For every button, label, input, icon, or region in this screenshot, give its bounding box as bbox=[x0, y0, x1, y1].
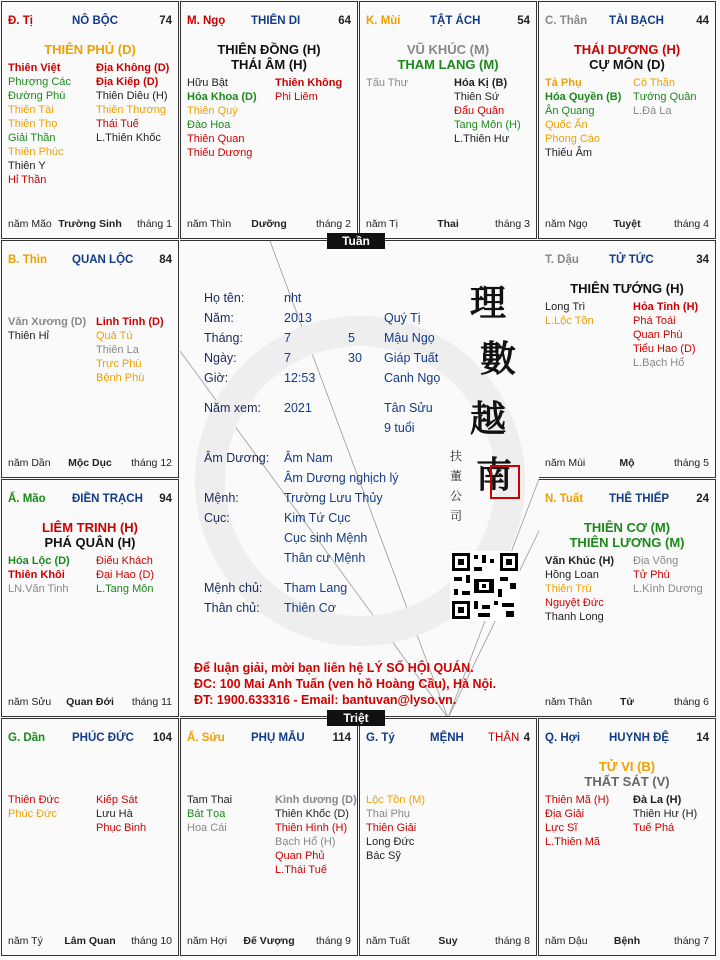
palace-age: 4 bbox=[523, 732, 530, 744]
minor-star: Tam Thai bbox=[187, 794, 233, 806]
palace-footer bbox=[366, 218, 530, 232]
value-than-cu: Thân cư Mệnh bbox=[284, 551, 366, 565]
palace-name: PHÚC ĐỨC bbox=[72, 732, 134, 744]
red-seal-icon bbox=[490, 465, 520, 499]
minor-star: L.Thiên Khốc bbox=[96, 132, 161, 144]
minor-stars-left bbox=[187, 76, 257, 160]
minor-star: Thiên Việt bbox=[8, 62, 61, 74]
minor-stars-left bbox=[545, 76, 621, 160]
palace-age: 104 bbox=[152, 732, 172, 744]
palace-ti bbox=[1, 1, 179, 239]
minor-star: Thiên Sứ bbox=[454, 91, 500, 103]
value-am-duong-ly: Âm Dương nghịch lý bbox=[284, 471, 399, 485]
minor-star: Đường Phù bbox=[8, 90, 66, 102]
palace-branch: M. Ngọ bbox=[187, 15, 226, 27]
minor-star: Thiên Đức bbox=[8, 794, 60, 806]
palace-footer bbox=[8, 935, 172, 949]
palace-stage: Đế Vượng bbox=[243, 935, 295, 947]
main-star: LIÊM TRINH (H) bbox=[41, 520, 139, 535]
palace-age: 24 bbox=[696, 493, 709, 505]
minor-star: Hóa Khoa (D) bbox=[187, 91, 257, 103]
palace-header bbox=[545, 15, 709, 31]
minor-stars-left bbox=[545, 793, 609, 849]
palace-header bbox=[545, 254, 709, 270]
minor-star: Thiên Thương bbox=[96, 104, 167, 116]
label-ngay: Ngày: bbox=[204, 351, 237, 365]
minor-star: L.Tang Môn bbox=[96, 583, 154, 595]
palace-name: THIÊN DI bbox=[251, 15, 301, 27]
palace-year: năm Dần bbox=[8, 457, 51, 469]
small-script-char: 扶 bbox=[450, 449, 463, 463]
label-menh-chu: Mệnh chủ: bbox=[204, 581, 263, 595]
label-than-chu: Thân chủ: bbox=[204, 601, 260, 615]
palace-age: 94 bbox=[159, 493, 172, 505]
minor-stars-left bbox=[545, 554, 614, 624]
palace-header bbox=[8, 493, 172, 509]
minor-star: Thiên Thọ bbox=[8, 118, 58, 130]
minor-star: Hỏa Tinh (H) bbox=[633, 301, 699, 313]
main-star: PHÁ QUÂN (H) bbox=[44, 535, 136, 550]
minor-star: L.Thái Tuế bbox=[275, 864, 327, 876]
minor-star: Nguyệt Đức bbox=[545, 597, 604, 609]
minor-star: Đẩu Quân bbox=[454, 105, 505, 117]
palace-stage: Suy bbox=[438, 935, 458, 947]
tuan-marker: Tuần bbox=[327, 233, 385, 249]
minor-stars-right bbox=[633, 76, 697, 118]
minor-star: Hóa Lộc (D) bbox=[8, 555, 70, 567]
palace-year: năm Tý bbox=[8, 935, 43, 947]
palace-header bbox=[366, 15, 530, 31]
minor-star: Hữu Bật bbox=[187, 77, 228, 89]
palace-branch: T. Dậu bbox=[545, 254, 579, 266]
minor-star: Tang Môn (H) bbox=[454, 119, 521, 131]
palace-month: tháng 7 bbox=[673, 935, 709, 947]
palace-stage: Tuyệt bbox=[613, 218, 641, 230]
minor-star: Quả Tú bbox=[96, 330, 133, 342]
palace-footer bbox=[545, 218, 709, 232]
palace-branch: G. Tý bbox=[366, 732, 395, 744]
minor-star: Bệnh Phù bbox=[96, 372, 145, 384]
minor-star: Lộc Tồn (M) bbox=[366, 794, 426, 806]
value-gio: 12:53 bbox=[284, 371, 316, 385]
palace-name: TÀI BẠCH bbox=[609, 15, 664, 27]
minor-star: Tả Phụ bbox=[545, 77, 582, 89]
palace-stage: Quan Đới bbox=[66, 696, 114, 708]
label-gio: Giờ: bbox=[204, 371, 229, 385]
palace-year: năm Mão bbox=[8, 218, 52, 230]
minor-star: Cô Thần bbox=[633, 77, 675, 89]
palace-branch: N. Tuất bbox=[545, 493, 584, 505]
minor-star: Long Đức bbox=[366, 836, 415, 848]
minor-star: Thiên Hư (H) bbox=[633, 808, 698, 820]
minor-star: Thiên Hỉ bbox=[8, 330, 49, 342]
value-menh-chu: Tham Lang bbox=[284, 581, 348, 595]
palace-mao bbox=[1, 479, 179, 717]
minor-star: Kiếp Sát bbox=[96, 794, 138, 806]
minor-star: Thiên Diêu (H) bbox=[96, 90, 168, 102]
minor-star: Hóa Kị (B) bbox=[454, 77, 508, 89]
minor-star: Thiên Trù bbox=[545, 583, 592, 595]
value-ho-ten: nht bbox=[284, 291, 302, 305]
palace-year: năm Dậu bbox=[545, 935, 588, 947]
palace-footer bbox=[545, 457, 709, 471]
palace-name: THÊ THIẾP bbox=[609, 493, 670, 505]
minor-star: Bác Sỹ bbox=[366, 850, 401, 862]
minor-star: Thanh Long bbox=[545, 611, 604, 623]
palace-age: 14 bbox=[696, 732, 709, 744]
main-star: THAM LANG (M) bbox=[397, 57, 499, 72]
minor-star: Trực Phù bbox=[96, 358, 142, 370]
calligraphy-char-2: 數 bbox=[480, 338, 517, 380]
minor-star: Thiên Không bbox=[275, 77, 343, 89]
palace-month: tháng 1 bbox=[136, 218, 172, 230]
minor-star: Phi Liêm bbox=[275, 91, 318, 103]
minor-star: Thiên Mã (H) bbox=[545, 794, 610, 806]
palace-ty bbox=[359, 718, 537, 956]
minor-stars-left bbox=[366, 793, 425, 863]
minor-star: Thiếu Âm bbox=[545, 147, 593, 159]
minor-stars-left bbox=[187, 793, 232, 835]
palace-thin bbox=[1, 240, 179, 478]
minor-star: Phục Binh bbox=[96, 822, 147, 834]
palace-stage: Bệnh bbox=[613, 935, 641, 947]
palace-header bbox=[8, 732, 172, 748]
palace-month: tháng 6 bbox=[673, 696, 709, 708]
minor-star: Đà La (H) bbox=[633, 794, 682, 806]
minor-star: Địa Giải bbox=[545, 808, 585, 820]
palace-age: 114 bbox=[332, 732, 351, 744]
main-star: TỬ VI (B) bbox=[598, 759, 656, 774]
palace-than bbox=[538, 1, 716, 239]
main-star: THIÊN PHỦ (D) bbox=[44, 42, 136, 57]
minor-stars-right bbox=[275, 793, 357, 877]
minor-star: Quan Phù bbox=[633, 329, 683, 341]
value-ngay-am: 30 bbox=[348, 351, 362, 365]
value-thang-duong: 7 bbox=[284, 331, 291, 345]
contact-line-1: Để luận giải, mời bạn liên hệ LÝ SỐ HỘI QUÁN. bbox=[194, 661, 474, 675]
minor-stars-right bbox=[96, 793, 146, 835]
palace-stage: Dưỡng bbox=[251, 218, 287, 230]
palace-age: 44 bbox=[696, 15, 709, 27]
minor-star: Thiên Quan bbox=[187, 133, 245, 145]
palace-stage: Thai bbox=[437, 218, 459, 230]
main-star: THIÊN CƠ (M) bbox=[583, 520, 671, 535]
minor-star: Tử Phù bbox=[633, 569, 670, 581]
minor-star: L.Lộc Tồn bbox=[545, 315, 594, 327]
minor-star: Lực Sĩ bbox=[545, 822, 578, 834]
palace-year: năm Tuất bbox=[366, 935, 410, 947]
palace-name: QUAN LỘC bbox=[72, 254, 134, 266]
palace-header bbox=[366, 732, 530, 748]
value-thang-can: Mậu Ngọ bbox=[384, 331, 435, 345]
palace-mui bbox=[359, 1, 537, 239]
minor-star: Thái Tuế bbox=[96, 118, 139, 130]
palace-footer bbox=[8, 218, 172, 232]
small-script-char: 公 bbox=[450, 489, 463, 503]
minor-star: Hoa Cái bbox=[187, 822, 227, 834]
palace-header bbox=[8, 15, 172, 31]
than-marker: THÂN bbox=[488, 732, 520, 744]
minor-stars-right bbox=[633, 793, 697, 835]
value-nam-xem-can: Tân Sửu bbox=[384, 401, 433, 415]
minor-star: Thiên Tài bbox=[8, 104, 54, 116]
palace-month: tháng 2 bbox=[315, 218, 351, 230]
palace-branch: Q. Hợi bbox=[545, 732, 581, 744]
qr-code-icon[interactable] bbox=[450, 551, 520, 621]
minor-star: Điếu Khách bbox=[96, 555, 153, 567]
main-star: THIÊN TƯỚNG (H) bbox=[570, 281, 684, 296]
minor-stars-right bbox=[96, 554, 154, 596]
value-ngay-can: Giáp Tuất bbox=[384, 351, 439, 365]
palace-footer bbox=[545, 935, 709, 949]
minor-star: L.Đà La bbox=[633, 105, 672, 117]
minor-star: Quốc Ấn bbox=[545, 119, 588, 131]
minor-star: Thiên Quý bbox=[187, 105, 238, 117]
minor-star: Văn Xương (D) bbox=[8, 316, 87, 328]
minor-star: L.Thiên Mã bbox=[545, 836, 601, 848]
label-nam: Năm: bbox=[204, 311, 234, 325]
palace-month: tháng 5 bbox=[673, 457, 709, 469]
minor-star: L.Kình Dương bbox=[633, 583, 703, 595]
minor-stars-left bbox=[545, 300, 594, 328]
value-nam: 2013 bbox=[284, 311, 312, 325]
triet-marker: Triệt bbox=[327, 710, 385, 726]
palace-footer bbox=[187, 935, 351, 949]
main-star: THIÊN ĐỒNG (H) bbox=[217, 42, 321, 57]
minor-star: Thiên Y bbox=[8, 160, 46, 172]
minor-star: Phượng Các bbox=[8, 76, 71, 88]
minor-stars-right bbox=[96, 61, 169, 145]
palace-footer bbox=[366, 935, 530, 949]
minor-star: Thiếu Dương bbox=[187, 147, 253, 159]
palace-branch: G. Dần bbox=[8, 732, 46, 744]
palace-month: tháng 8 bbox=[494, 935, 530, 947]
palace-name: NÔ BỘC bbox=[72, 15, 118, 27]
palace-footer bbox=[545, 696, 709, 710]
minor-star: Ân Quang bbox=[545, 105, 595, 117]
small-script-char: 司 bbox=[450, 509, 463, 523]
palace-header bbox=[187, 732, 351, 748]
minor-star: L.Thiên Hư bbox=[454, 133, 510, 145]
palace-age: 34 bbox=[696, 254, 709, 266]
value-menh: Trường Lưu Thủy bbox=[284, 491, 383, 505]
main-star: THẤT SÁT (V) bbox=[584, 774, 670, 789]
palace-month: tháng 10 bbox=[131, 935, 172, 947]
minor-star: Văn Khúc (H) bbox=[545, 555, 615, 567]
minor-stars-left bbox=[8, 315, 86, 343]
palace-year: năm Thìn bbox=[187, 218, 232, 230]
value-than-chu: Thiên Cơ bbox=[284, 601, 336, 615]
label-thang: Tháng: bbox=[204, 331, 243, 345]
minor-stars-right bbox=[275, 76, 342, 104]
minor-star: Thiên Hình (H) bbox=[275, 822, 348, 834]
minor-star: Linh Tinh (D) bbox=[96, 316, 164, 328]
palace-year: năm Ngọ bbox=[545, 218, 588, 230]
value-thang-am: 5 bbox=[348, 331, 355, 345]
minor-star: Tướng Quân bbox=[633, 91, 697, 103]
minor-star: Thiên Giải bbox=[366, 822, 417, 834]
main-star: THÁI DƯƠNG (H) bbox=[573, 42, 681, 57]
label-ho-ten: Họ tên: bbox=[204, 291, 245, 305]
minor-star: Phá Toái bbox=[633, 315, 676, 327]
palace-month: tháng 11 bbox=[131, 696, 172, 708]
palace-name: MỆNH bbox=[430, 732, 464, 744]
minor-stars-left bbox=[366, 76, 408, 90]
center-info bbox=[180, 240, 539, 717]
palace-month: tháng 9 bbox=[315, 935, 351, 947]
label-menh: Mệnh: bbox=[204, 491, 239, 505]
palace-year: năm Tị bbox=[366, 218, 398, 230]
small-script-char: 董 bbox=[450, 469, 463, 483]
palace-age: 64 bbox=[338, 15, 351, 27]
palace-suu bbox=[180, 718, 358, 956]
palace-year: năm Mùi bbox=[545, 457, 586, 469]
palace-year: năm Thân bbox=[545, 696, 593, 708]
value-nam-can: Quý Tị bbox=[384, 311, 421, 325]
minor-star: Thai Phụ bbox=[366, 808, 411, 820]
value-cuc: Kim Tứ Cục bbox=[284, 511, 351, 525]
palace-footer bbox=[8, 457, 172, 471]
palace-stage: Tử bbox=[619, 696, 635, 708]
calligraphy-char-1: 理 bbox=[470, 282, 507, 324]
minor-star: Đào Hoa bbox=[187, 119, 231, 131]
minor-star: Tuế Phá bbox=[633, 822, 675, 834]
minor-stars-right bbox=[96, 315, 164, 385]
minor-stars-left bbox=[8, 554, 70, 596]
minor-star: Hỉ Thần bbox=[8, 174, 47, 186]
minor-stars-right bbox=[454, 76, 521, 146]
minor-stars-left bbox=[8, 793, 59, 821]
palace-year: năm Sửu bbox=[8, 696, 52, 708]
palace-ngo bbox=[180, 1, 358, 239]
label-am-duong: Âm Dương: bbox=[204, 451, 270, 465]
small-script bbox=[450, 446, 464, 526]
minor-star: Phúc Đức bbox=[8, 808, 57, 820]
palace-dan bbox=[1, 718, 179, 956]
palace-footer bbox=[8, 696, 172, 710]
minor-star: Phong Cáo bbox=[545, 133, 601, 145]
palace-age: 84 bbox=[159, 254, 172, 266]
value-nam-xem: 2021 bbox=[284, 401, 312, 415]
minor-star: Bát Tọa bbox=[187, 808, 226, 820]
label-nam-xem: Năm xem: bbox=[204, 401, 261, 415]
palace-stage: Mộc Dục bbox=[68, 457, 112, 469]
value-am-duong: Âm Nam bbox=[284, 451, 333, 465]
palace-stage: Lâm Quan bbox=[64, 935, 116, 947]
minor-stars-right bbox=[633, 554, 703, 596]
minor-star: Thiên Khôi bbox=[8, 569, 65, 581]
palace-header bbox=[8, 254, 172, 270]
minor-star: Địa Không (D) bbox=[96, 62, 170, 74]
palace-branch: Ấ. Sửu bbox=[187, 732, 225, 744]
palace-dau bbox=[538, 240, 716, 478]
palace-tuat bbox=[538, 479, 716, 717]
palace-hoi bbox=[538, 718, 716, 956]
minor-star: Tiểu Hao (D) bbox=[633, 343, 696, 355]
minor-star: Kình dương (D) bbox=[275, 794, 357, 806]
palace-name: HUYNH ĐỆ bbox=[609, 732, 670, 744]
value-cuc-sinh: Cục sinh Mệnh bbox=[284, 531, 368, 545]
value-ngay-duong: 7 bbox=[284, 351, 291, 365]
palace-month: tháng 4 bbox=[673, 218, 709, 230]
palace-name: TẬT ÁCH bbox=[430, 15, 481, 27]
minor-star: L.Bạch Hổ bbox=[633, 357, 685, 369]
main-star: VŨ KHÚC (M) bbox=[406, 42, 490, 57]
main-star: CỰ MÔN (D) bbox=[589, 57, 665, 72]
palace-branch: K. Mùi bbox=[366, 15, 401, 27]
palace-month: tháng 3 bbox=[494, 218, 530, 230]
palace-branch: B. Thìn bbox=[8, 254, 47, 266]
calligraphy-char-4: 南 bbox=[476, 454, 513, 496]
palace-branch: Đ. Tị bbox=[8, 15, 33, 27]
palace-name: PHỤ MẪU bbox=[251, 732, 305, 744]
minor-star: Tấu Thư bbox=[366, 77, 409, 89]
palace-footer bbox=[187, 218, 351, 232]
minor-star: Long Trì bbox=[545, 301, 586, 313]
minor-star: Thiên Khốc (D) bbox=[275, 808, 349, 820]
palace-name: TỬ TỨC bbox=[609, 254, 654, 266]
minor-star: Bạch Hổ (H) bbox=[275, 836, 336, 848]
minor-star: Thiên La bbox=[96, 344, 139, 356]
main-star: THÁI ÂM (H) bbox=[231, 57, 307, 72]
palace-year: năm Hợi bbox=[187, 935, 228, 947]
palace-header bbox=[545, 732, 709, 748]
palace-stage: Trường Sinh bbox=[58, 218, 122, 230]
calligraphy-char-3: 越 bbox=[470, 398, 507, 440]
minor-star: LN.Văn Tinh bbox=[8, 583, 69, 595]
minor-star: Quan Phủ bbox=[275, 850, 325, 862]
palace-header bbox=[545, 493, 709, 509]
palace-branch: C. Thân bbox=[545, 15, 588, 27]
palace-branch: Ấ. Mão bbox=[8, 493, 46, 505]
minor-star: Hóa Quyền (B) bbox=[545, 91, 622, 103]
label-cuc: Cục: bbox=[204, 511, 230, 525]
minor-star: Địa Kiếp (D) bbox=[96, 76, 159, 88]
minor-star: Đại Hao (D) bbox=[96, 569, 155, 581]
palace-header bbox=[187, 15, 351, 31]
minor-stars-right bbox=[633, 300, 698, 370]
value-gio-can: Canh Ngọ bbox=[384, 371, 441, 385]
value-tuoi: 9 tuổi bbox=[384, 421, 415, 435]
main-star: THIÊN LƯƠNG (M) bbox=[569, 535, 685, 550]
contact-address: ĐC: 100 Mai Anh Tuấn (ven hồ Hoàng Cầu), Hà Nội. bbox=[194, 677, 497, 691]
palace-month: tháng 12 bbox=[131, 457, 172, 469]
minor-star: Địa Võng bbox=[633, 555, 679, 567]
minor-star: Lưu Hà bbox=[96, 808, 133, 820]
palace-age: 54 bbox=[517, 15, 530, 27]
minor-star: Giải Thần bbox=[8, 132, 56, 144]
minor-star: Hồng Loan bbox=[545, 569, 599, 581]
palace-age: 74 bbox=[159, 15, 172, 27]
palace-stage: Mộ bbox=[619, 457, 635, 469]
minor-stars-left bbox=[8, 61, 71, 187]
palace-name: ĐIỀN TRẠCH bbox=[72, 493, 143, 505]
minor-star: Thiên Phúc bbox=[8, 146, 64, 158]
contact-phone-email[interactable]: ĐT: 1900.633316 - Email: bantuvan@lyso.vn. bbox=[194, 693, 457, 707]
